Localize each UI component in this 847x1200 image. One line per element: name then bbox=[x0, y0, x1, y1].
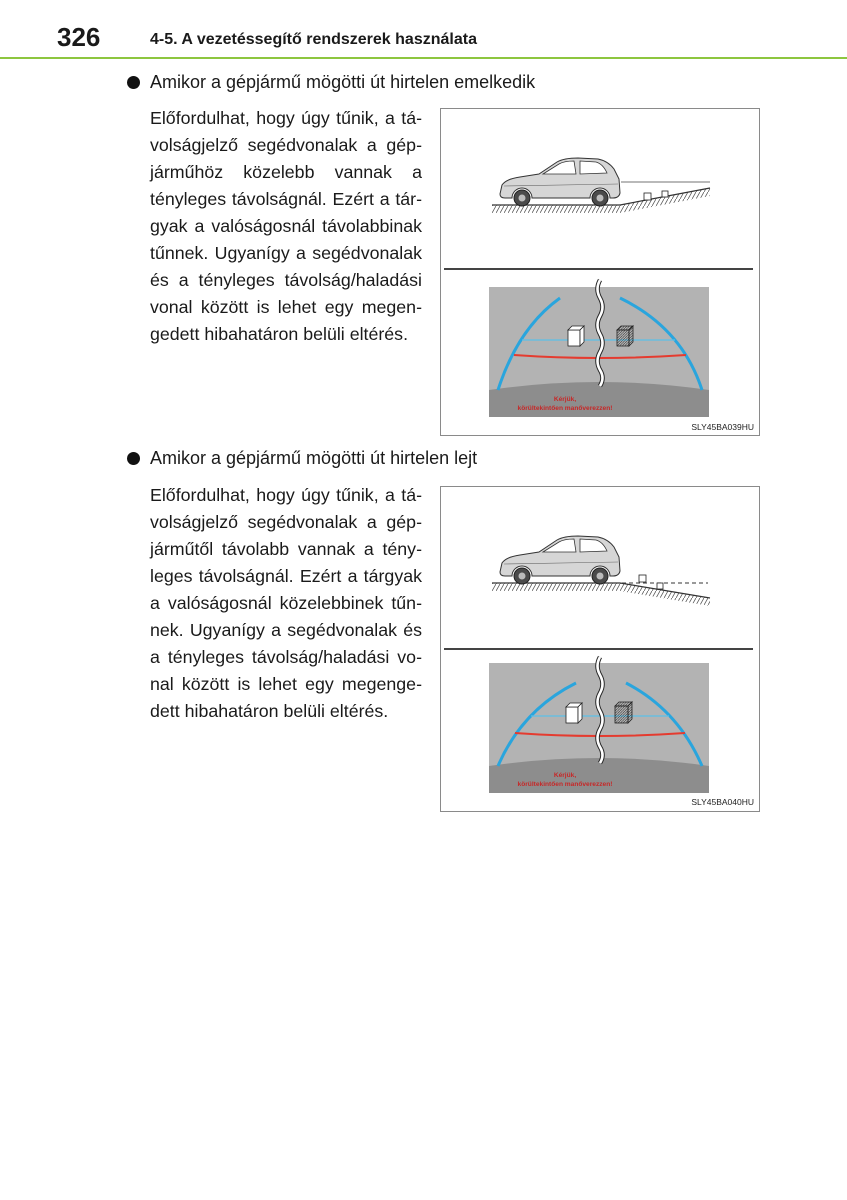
camera-view bbox=[489, 657, 709, 793]
paragraph-line: a tényleges távolság/haladási vo- bbox=[150, 647, 422, 667]
cube-front-face bbox=[615, 706, 628, 723]
cube-front-face bbox=[617, 330, 629, 346]
paragraph-line: tűnnek. Ugyanígy a segédvonalak bbox=[150, 243, 422, 263]
hatched-cube bbox=[617, 326, 633, 346]
section-heading: Amikor a gépjármű mögötti út hirtelen lejt bbox=[150, 448, 478, 468]
paragraph-line: Előfordulhat, hogy úgy tűnik, a tá- bbox=[150, 485, 422, 505]
paragraph-line: gyak a valóságosnál távolabbinak bbox=[150, 216, 422, 236]
obstacle-box bbox=[639, 575, 646, 582]
white-cube bbox=[566, 703, 582, 723]
cube-side-face bbox=[580, 326, 584, 346]
warning-text-line-1: Kérjük, bbox=[553, 772, 577, 779]
cube-side-face bbox=[629, 326, 633, 346]
cube-front-face bbox=[566, 707, 578, 723]
paragraph-line: járműtől távolabb vannak a tény- bbox=[150, 539, 422, 559]
page-number: 326 bbox=[57, 22, 101, 52]
header-divider bbox=[0, 57, 847, 59]
obstacle-box bbox=[657, 583, 663, 589]
paragraph-line: járműhöz közelebb vannak a bbox=[150, 162, 422, 182]
car-front-hub bbox=[519, 195, 526, 202]
figure-illustration bbox=[440, 486, 760, 812]
section-paragraph bbox=[150, 482, 422, 725]
figure-downhill-road bbox=[440, 486, 760, 812]
car-rear-hub bbox=[597, 573, 604, 580]
car-rear-hub bbox=[597, 195, 604, 202]
paragraph-line: Előfordulhat, hogy úgy tűnik, a tá- bbox=[150, 108, 422, 128]
white-cube bbox=[568, 326, 584, 346]
camera-view bbox=[489, 280, 709, 417]
chapter-title: 4-5. A vezetéssegítő rendszerek használata bbox=[150, 31, 477, 48]
cube-side-face bbox=[628, 702, 632, 723]
bullet-icon bbox=[127, 76, 140, 89]
paragraph-line: dett hibahatáron belüli eltérés. bbox=[150, 701, 389, 721]
paragraph-line: leges távolságnál. Ezért a tárgyak bbox=[150, 566, 422, 586]
cube-side-face bbox=[578, 703, 582, 723]
warning-text-line-2: körültekintően manőverezzen! bbox=[517, 405, 613, 412]
paragraph-line: vonal között is lehet egy megen- bbox=[150, 297, 422, 317]
warning-text-line-1: Kérjük, bbox=[553, 396, 577, 403]
figure-uphill-road bbox=[440, 108, 760, 436]
paragraph-line: gedett hibahatáron belüli eltérés. bbox=[150, 324, 409, 344]
paragraph-line: nal között is lehet egy megenge- bbox=[150, 674, 422, 694]
figure-illustration bbox=[440, 108, 760, 436]
obstacle-box bbox=[662, 191, 668, 197]
section-heading: Amikor a gépjármű mögötti út hirtelen emelkedik bbox=[150, 72, 536, 92]
paragraph-line: és a tényleges távolság/haladási bbox=[150, 270, 422, 290]
car-front-hub bbox=[519, 573, 526, 580]
paragraph-line: volságjelző segédvonalak a gép- bbox=[150, 512, 422, 532]
paragraph-line: tényleges távolságnál. Ezért a tár- bbox=[150, 189, 422, 209]
paragraph-line: volságjelző segédvonalak a gép- bbox=[150, 135, 422, 155]
section-paragraph bbox=[150, 105, 422, 348]
bullet-icon bbox=[127, 452, 140, 465]
hatched-cube bbox=[615, 702, 632, 723]
cube-front-face bbox=[568, 330, 580, 346]
warning-text-line-2: körültekintően manőverezzen! bbox=[517, 781, 613, 788]
figure-code: SLY45BA040HU bbox=[691, 797, 754, 807]
figure-code: SLY45BA039HU bbox=[691, 422, 754, 432]
paragraph-line: nek. Ugyanígy a segédvonalak és bbox=[150, 620, 422, 640]
paragraph-line: a valóságosnál közelebbinek tűn- bbox=[150, 593, 422, 613]
obstacle-box bbox=[644, 193, 651, 200]
